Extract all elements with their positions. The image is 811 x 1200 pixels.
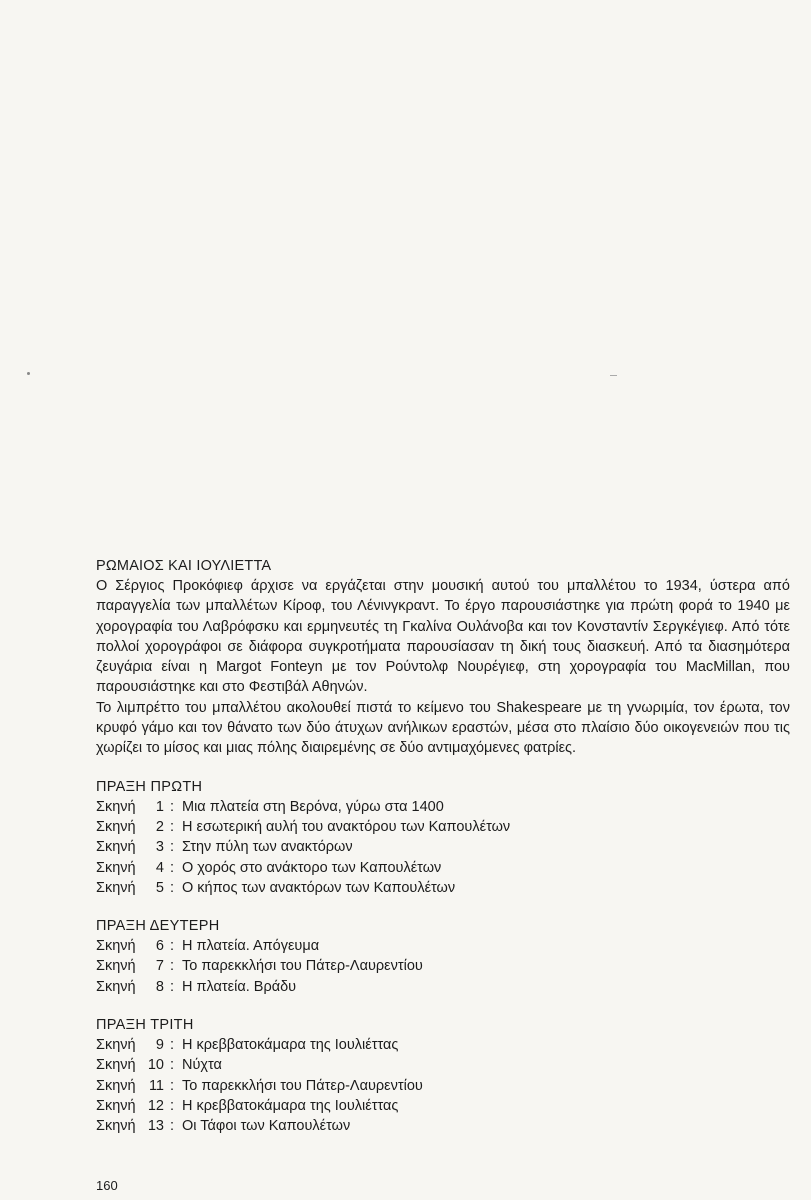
act-1 [96, 777, 790, 898]
scene-separator: : [170, 1037, 175, 1054]
act-title: ΠΡΑΞΗ ΤΡΙΤΗ [96, 1017, 194, 1034]
scene-description: Στην πύλη των ανακτόρων [182, 839, 353, 856]
scene-separator: : [170, 1077, 175, 1094]
scene-row [96, 977, 790, 997]
scene-description: Η εσωτερική αυλή του ανακτόρου των Καπουλέτων [182, 818, 511, 835]
libretto-paragraph: Το λιμπρέττο του μπαλλέτου ακολουθεί πιστά το κείμενο του Shakespeare με τη γνωριμία, τον έρωτα, τον κρυφό γάμο και τον θάνατο των δύο άτυχων ανήλικων εραστών, μέσα στο πλαίσιο δύο οικογενειών που τις χωρίζει το μίσος και μιας πόλης διαιρεμένης σε δύο αντιμαχόμενες φατρίες. [96, 699, 790, 757]
scene-label: Σκηνή [96, 1037, 136, 1054]
scene-label: Σκηνή [96, 1077, 136, 1094]
scene-label: Σκηνή [96, 958, 136, 975]
act-3 [96, 1015, 790, 1136]
scene-description: Η πλατεία. Βράδυ [182, 978, 297, 995]
scene-row [96, 878, 790, 898]
scene-separator: : [170, 938, 175, 955]
scene-separator: : [170, 798, 175, 815]
scene-number: 8 [155, 978, 164, 995]
scene-row [96, 1116, 790, 1136]
scene-number: 6 [155, 938, 164, 955]
scene-number: 7 [155, 958, 164, 975]
intro-paragraph: Ο Σέργιος Προκόφιεφ άρχισε να εργάζεται στην μουσική αυτού του μπαλλέτου το 1934, ύστερα από παραγγελία των μπαλλέτων Κίροφ, του Λένινγκραντ. Το έργο παρουσιάστηκε για πρώτη φορά το 1940 με χορογραφία του Λαβρόφσκυ και ερμηνευτές τη Γκαλίνα Ουλάνοβα και τον Κονσταντίν Σεργκέγιεφ. Από τότε πολλοί χορογράφοι σε διάφορα συγκροτήματα παρουσίασαν τη δική τους διασκευή. Από τα διασημότερα ζευγάρια είναι η Margot Fonteyn με τον Ρούντολφ Νουρέγιεφ, στη χορογραφία του MacMillan, που παρουσιάστηκε και στο Φεστιβάλ Αθηνών. [96, 578, 790, 696]
scene-number: 10 [147, 1057, 164, 1074]
scene-description: Ο κήπος των ανακτόρων των Καπουλέτων [182, 879, 456, 896]
scene-number: 4 [155, 859, 164, 876]
scene-label: Σκηνή [96, 798, 136, 815]
scene-row [96, 797, 790, 817]
scene-label: Σκηνή [96, 1118, 136, 1135]
scene-description: Η κρεββατοκάμαρα της Ιουλιέττας [182, 1097, 399, 1114]
scene-number: 12 [147, 1097, 164, 1114]
scene-description: Το παρεκκλήσι του Πάτερ-Λαυρεντίου [182, 958, 423, 975]
scene-description: Ο χορός στο ανάκτορο των Καπουλέτων [182, 859, 442, 876]
scene-number: 11 [148, 1077, 164, 1094]
document-body [96, 556, 790, 1137]
scene-label: Σκηνή [96, 818, 136, 835]
scene-row [96, 1096, 790, 1116]
scene-separator: : [170, 839, 175, 856]
scene-number: 3 [155, 839, 164, 856]
scene-separator: : [170, 958, 175, 975]
scene-row [96, 1035, 790, 1055]
document-title: ΡΩΜΑΙΟΣ ΚΑΙ ΙΟΥΛΙΕΤΤΑ [96, 558, 272, 574]
scene-label: Σκηνή [96, 839, 136, 856]
scene-label: Σκηνή [96, 1097, 136, 1114]
page-number: 160 [96, 1178, 118, 1193]
scene-row [96, 1076, 790, 1096]
scene-label: Σκηνή [96, 938, 136, 955]
scene-number: 9 [155, 1037, 164, 1054]
scene-number: 13 [147, 1118, 164, 1135]
scene-description: Η πλατεία. Απόγευμα [182, 938, 320, 955]
paper-speck [27, 372, 30, 375]
scene-description: Νύχτα [182, 1057, 222, 1074]
act-title: ΠΡΑΞΗ ΔΕΥΤΕΡΗ [96, 918, 220, 935]
scene-description: Μια πλατεία στη Βερόνα, γύρω στα 1400 [182, 798, 444, 815]
scene-row [96, 956, 790, 976]
act-title: ΠΡΑΞΗ ΠΡΩΤΗ [96, 778, 203, 795]
paper-mark [610, 375, 617, 376]
scene-row [96, 837, 790, 857]
scene-label: Σκηνή [96, 978, 136, 995]
scene-row [96, 1055, 790, 1075]
scene-label: Σκηνή [96, 1057, 136, 1074]
scene-separator: : [170, 978, 175, 995]
scene-row [96, 817, 790, 837]
scene-number: 2 [155, 818, 164, 835]
scene-row [96, 858, 790, 878]
scene-separator: : [170, 1118, 175, 1135]
scene-row [96, 936, 790, 956]
scene-separator: : [170, 879, 175, 896]
scene-number: 1 [155, 798, 164, 815]
scene-number: 5 [155, 879, 164, 896]
scene-separator: : [170, 1057, 175, 1074]
scene-description: Η κρεββατοκάμαρα της Ιουλιέττας [182, 1037, 399, 1054]
scene-label: Σκηνή [96, 879, 136, 896]
scene-description: Το παρεκκλήσι του Πάτερ-Λαυρεντίου [182, 1077, 423, 1094]
scene-label: Σκηνή [96, 859, 136, 876]
scene-separator: : [170, 1097, 175, 1114]
scene-description: Οι Τάφοι των Καπουλέτων [182, 1118, 351, 1135]
act-2 [96, 916, 790, 997]
scene-separator: : [170, 818, 175, 835]
scene-separator: : [170, 859, 175, 876]
